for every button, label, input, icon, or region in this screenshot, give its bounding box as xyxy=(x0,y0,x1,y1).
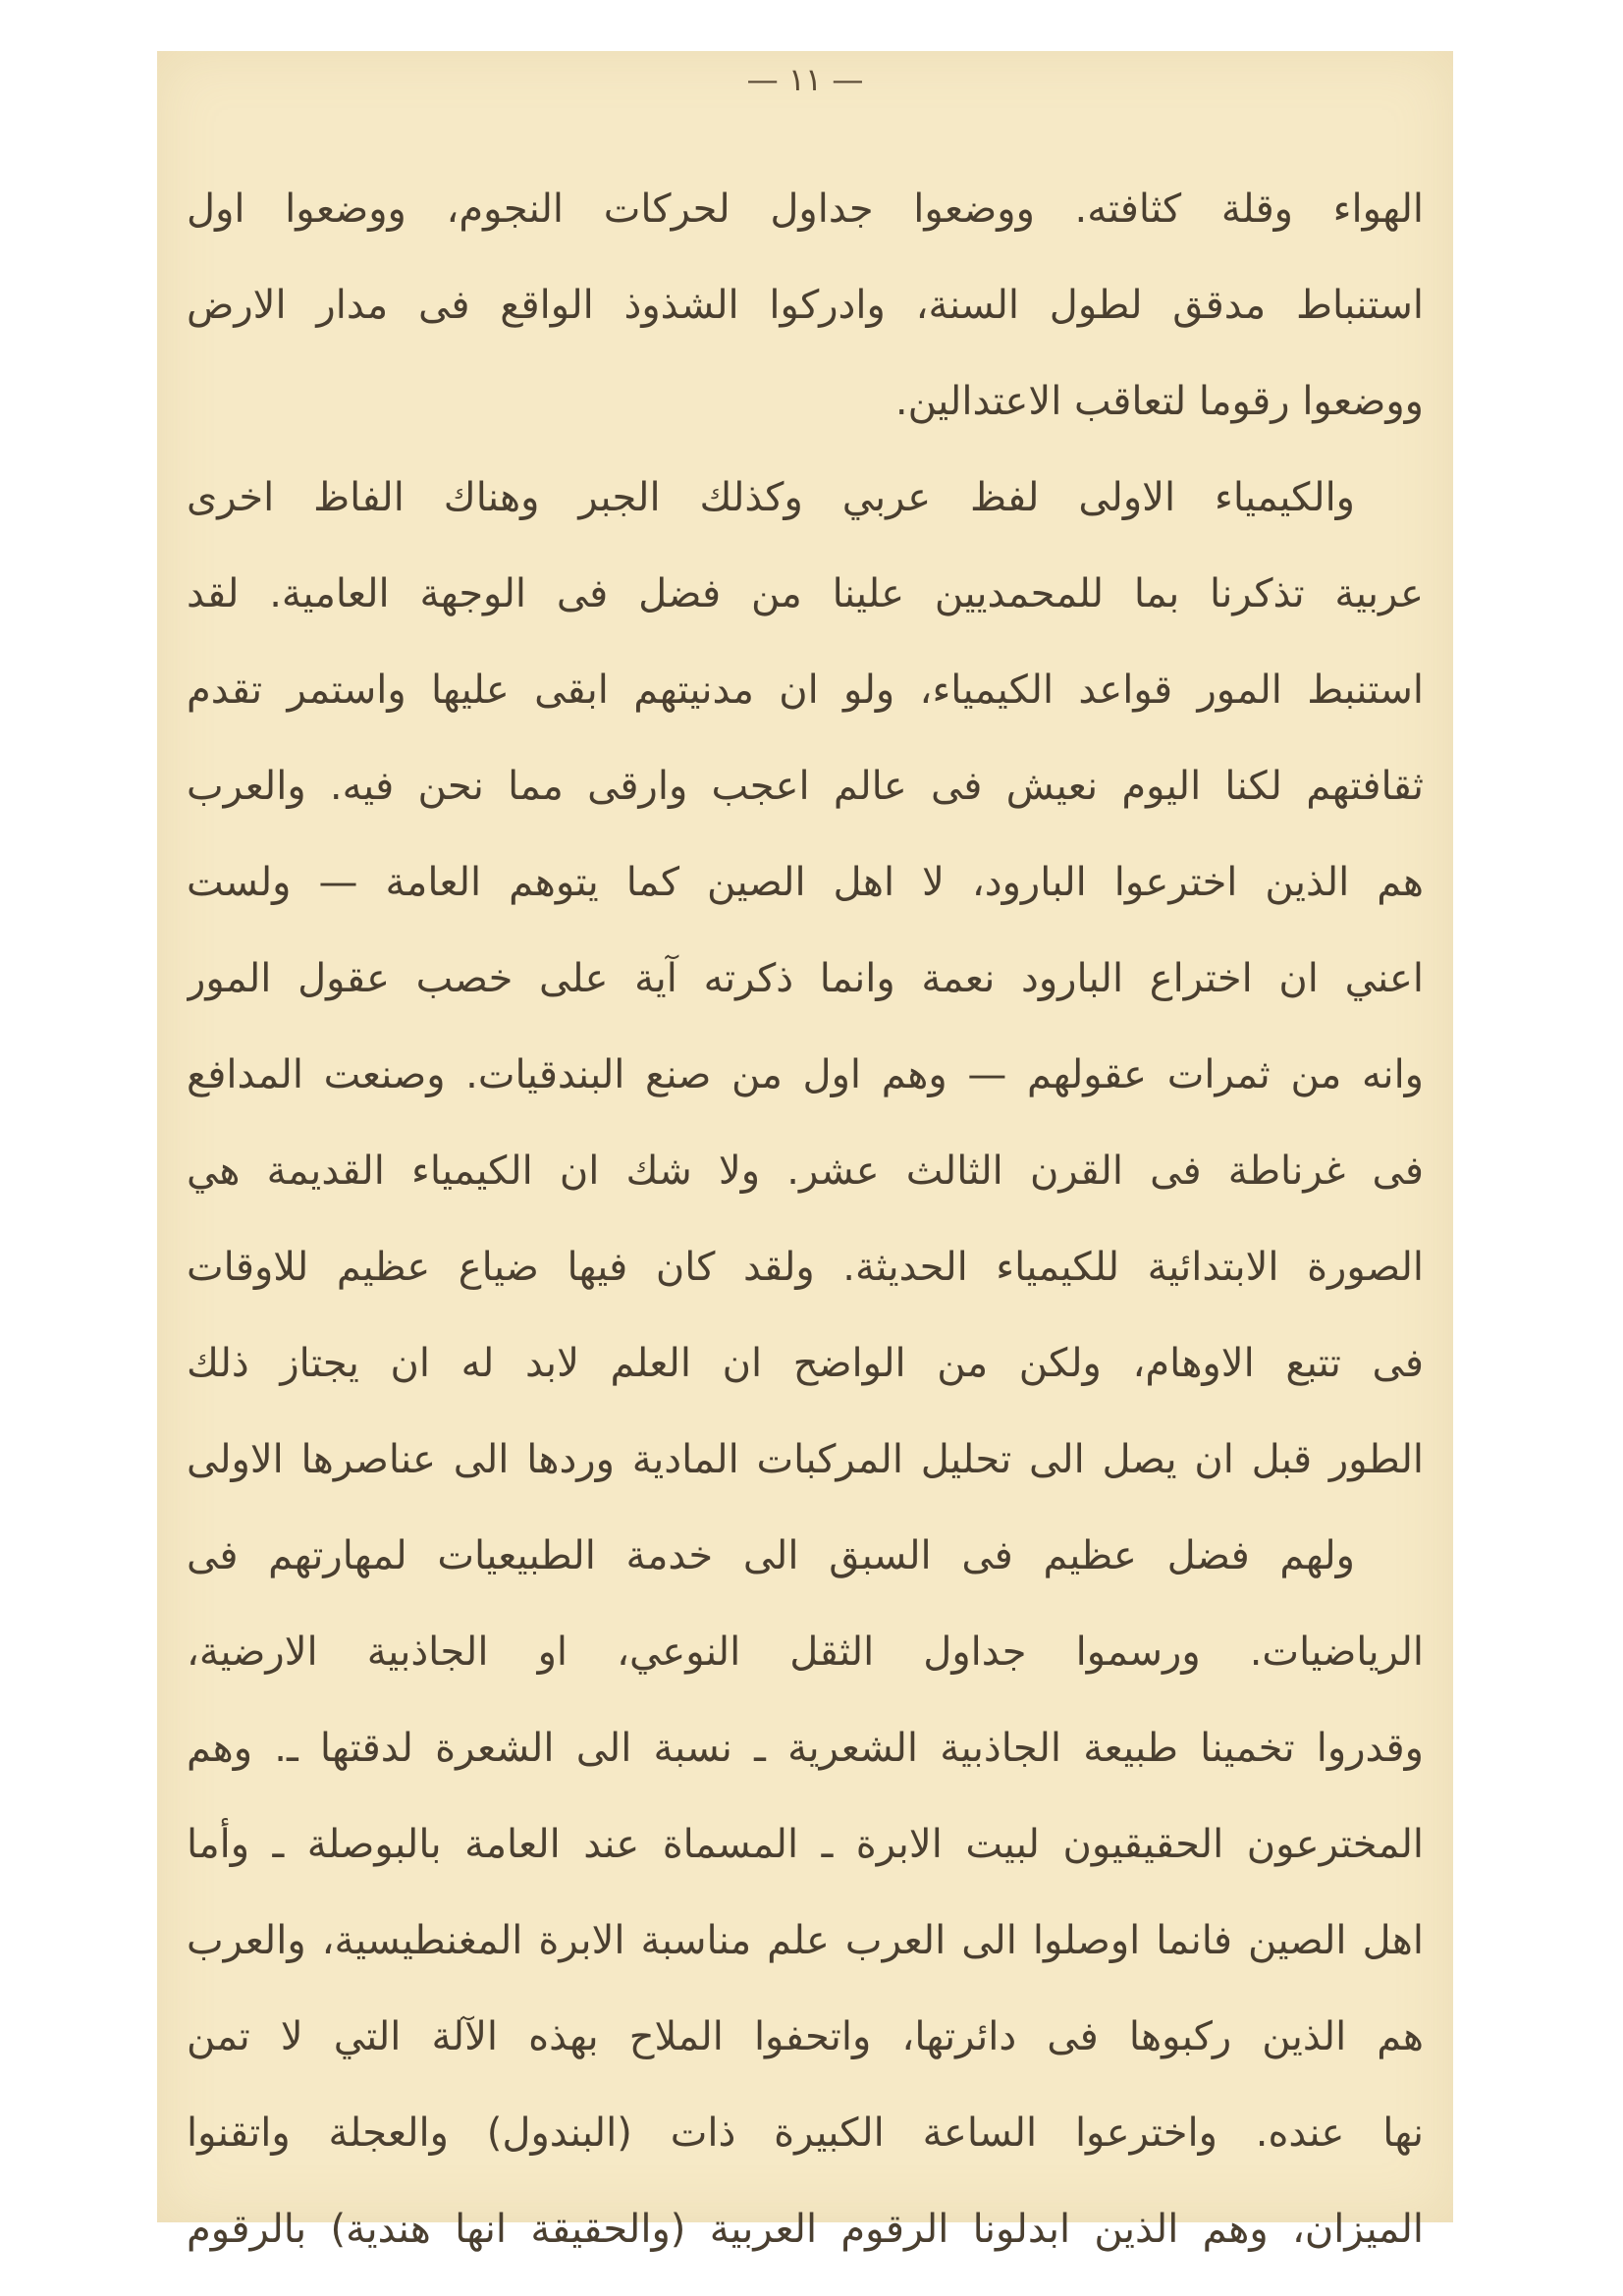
text-line: الصورة الابتدائية للكيمياء الحديثة. ولقد كان فيها ضياع عظيم للاوقات xyxy=(187,1245,1424,1290)
text-line: فى تتبع الاوهام، ولكن من الواضح ان العلم لابد له ان يجتاز ذلك xyxy=(187,1341,1424,1386)
body-text xyxy=(187,161,1424,2277)
text-line: الرياضيات. ورسموا جداول الثقل النوعي، او الجاذبية الارضية، xyxy=(187,1629,1424,1675)
text-line: المخترعون الحقيقيون لبيت الابرة ـ المسماة عند العامة بالبوصلة ـ وأما xyxy=(187,1822,1424,1867)
text-line: هم الذين ركبوها فى دائرتها، واتحفوا الملاح بهذه الآلة التي لا تمن xyxy=(187,2014,1424,2059)
text-line: ولهم فضل عظيم فى السبق الى خدمة الطبيعيات لمهارتهم فى xyxy=(187,1533,1355,1578)
text-line: اهل الصين فانما اوصلوا الى العرب علم مناسبة الابرة المغنطيسية، والعرب xyxy=(187,1918,1424,1963)
scanned-page xyxy=(157,51,1453,2252)
text-line: الميزان، وهم الذين ابدلونا الرقوم العربية (والحقيقة انها هندية) بالرقوم xyxy=(187,2207,1424,2252)
text-line: الطور قبل ان يصل الى تحليل المركبات المادية وردها الى عناصرها الاولى xyxy=(187,1437,1424,1482)
text-line: والكيمياء الاولى لفظ عربي وكذلك الجبر وهناك الفاظ اخرى xyxy=(187,475,1355,520)
page-number: — ١١ — xyxy=(746,61,864,98)
text-line: الهواء وقلة كثافته. ووضعوا جداول لحركات النجوم، ووضعوا اول xyxy=(187,187,1424,232)
text-line: استنبط المور قواعد الكيمياء، ولو ان مدنيتهم ابقى عليها واستمر تقدم xyxy=(187,667,1424,713)
text-line: هم الذين اخترعوا البارود، لا اهل الصين كما يتوهم العامة — ولست xyxy=(187,860,1424,905)
text-line: عربية تذكرنا بما للمحمديين علينا من فضل فى الوجهة العامية. لقد xyxy=(187,571,1424,616)
text-line: وانه من ثمرات عقولهم — وهم اول من صنع البندقيات. وصنعت المدافع xyxy=(187,1052,1424,1097)
text-line: استنباط مدقق لطول السنة، وادركوا الشذوذ الواقع فى مدار الارض xyxy=(187,283,1424,328)
text-line: اعني ان اختراع البارود نعمة وانما ذكرته آية على خصب عقول المور xyxy=(187,956,1424,1001)
text-line: وقدروا تخمينا طبيعة الجاذبية الشعرية ـ نسبة الى الشعرة لدقتها ـ. وهم xyxy=(187,1726,1424,1771)
text-line: ثقافتهم لكنا اليوم نعيش فى عالم اعجب وارقى مما نحن فيه. والعرب xyxy=(187,764,1424,809)
text-line: فى غرناطة فى القرن الثالث عشر. ولا شك ان الكيمياء القديمة هي xyxy=(187,1148,1424,1194)
text-line: نها عنده. واخترعوا الساعة الكبيرة ذات (البندول) والعجلة واتقنوا xyxy=(187,2110,1424,2156)
text-line: ووضعوا رقوما لتعاقب الاعتدالين. xyxy=(894,379,1424,424)
